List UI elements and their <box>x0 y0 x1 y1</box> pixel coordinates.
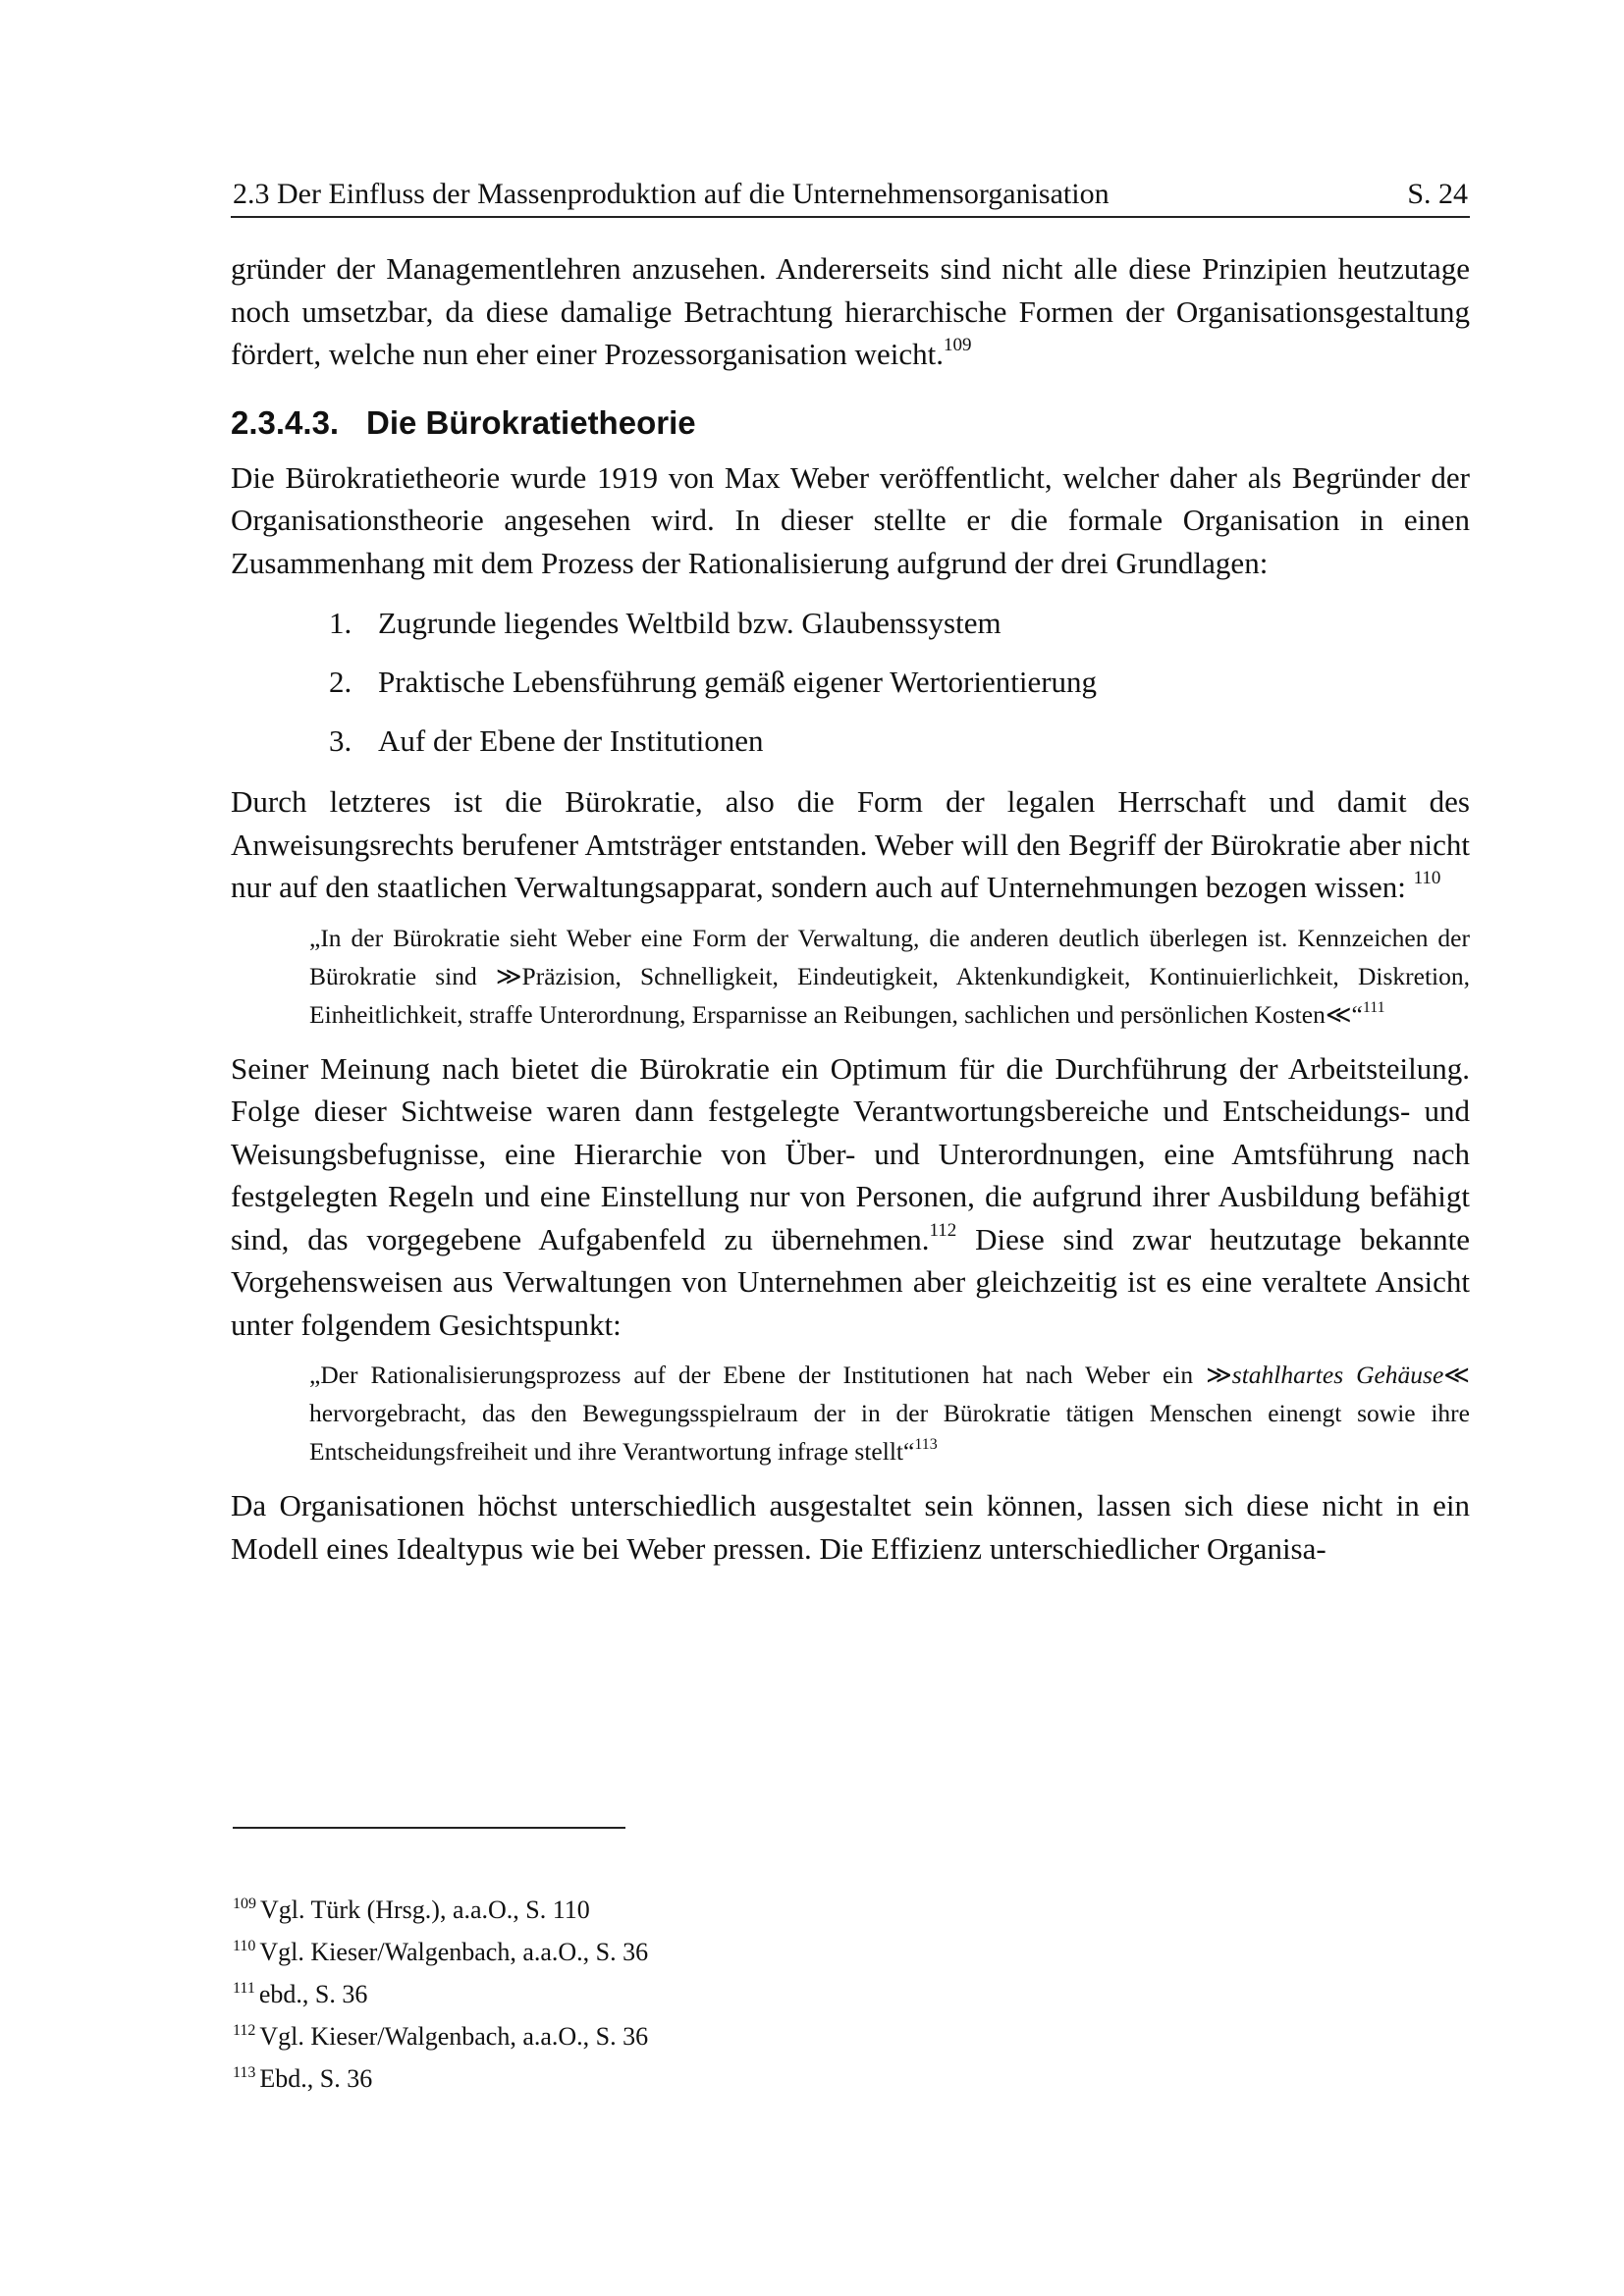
footnote-number: 112 <box>233 2022 256 2039</box>
footnote-item <box>233 1973 1215 2015</box>
numbered-list <box>231 594 1470 771</box>
section-title: Die Bürokratietheorie <box>366 403 696 441</box>
paragraph-1-text: gründer der Managementlehren anzusehen. Andererseits sind nicht alle diese Prinzipien heutzutage noch umsetzbar, da diese damalige Betrachtung hierarchische Formen der Organisationsgestaltung fördert, welche nun eher einer Prozessorganisation weicht. <box>231 251 1470 371</box>
footnote-item <box>233 2057 1215 2100</box>
footnote-separator <box>233 1827 625 1829</box>
quote-2-text-b: ≪ hervorgebracht, das den Bewegungsspielraum der in der Bürokratie tätigen Menschen einengt sowie ihre Entscheidungsfreiheit und ihre Verantwortung infrage stellt“ <box>309 1361 1470 1466</box>
running-header <box>231 173 1470 218</box>
footnote-number: 113 <box>233 2064 256 2081</box>
footnote-ref-113[interactable]: 113 <box>914 1436 938 1453</box>
list-item-number: 2. <box>329 665 352 699</box>
footnote-text: Vgl. Kieser/Walgenbach, a.a.O., S. 36 <box>259 2022 649 2051</box>
footnote-item <box>233 2015 1215 2057</box>
quote-1-text: „In der Bürokratie sieht Weber eine Form der Verwaltung, die anderen deutlich überlegen ist. Kennzeichen der Bürokratie sind ≫Präzision, Schnelligkeit, Eindeutigkeit, Aktenkundigkeit, Kontinuierlichkeit, Diskretion, Einheitlichkeit, straffe Unterordnung, Ersparnisse an Reibungen, sachlichen und persönlichen Kosten≪“ <box>309 923 1470 1029</box>
section-heading <box>231 403 1470 443</box>
list-item-text: Auf der Ebene der Institutionen <box>378 723 764 758</box>
list-item-text: Zugrunde liegendes Weltbild bzw. Glaubenssystem <box>378 606 1001 640</box>
footnote-item <box>233 1889 1215 1931</box>
body-text <box>231 247 1470 1579</box>
footnote-ref-110[interactable]: 110 <box>1413 868 1441 888</box>
paragraph-4-text-a: Seiner Meinung nach bietet die Bürokratie ein Optimum für die Durchführung der Arbeitsteilung. Folge dieser Sichtweise waren dann festgelegte Verantwortungsbereiche und Entscheidungs- und Weisungsbefugnisse, eine Hierarchie von Über- und Unterordnungen, eine Amtsführung nach festgelegten Regeln und eine Einstellung nur von Personen, die aufgrund ihrer Ausbildung befähigt sind, das vorgegebene Aufgabenfeld zu übernehmen. <box>231 1050 1470 1256</box>
paragraph-1 <box>231 247 1470 376</box>
list-item <box>231 653 1470 712</box>
footnotes <box>233 1889 1215 2100</box>
block-quote-1 <box>309 919 1470 1034</box>
footnote-ref-109[interactable]: 109 <box>943 335 972 355</box>
list-item-number: 3. <box>329 723 352 758</box>
footnote-item <box>233 1931 1215 1973</box>
header-chapter-title: 2.3 Der Einfluss der Massenproduktion auf die Unternehmensorganisation <box>233 178 1110 210</box>
list-item <box>231 712 1470 771</box>
paragraph-3-text: Durch letzteres ist die Bürokratie, also die Form der legalen Herrschaft und damit des Anweisungsrechts berufener Amtsträger entstanden. Weber will den Begriff der Bürokratie aber nicht nur auf den staatlichen Verwaltungsapparat, sondern auch auf Unternehmungen bezogen wissen: <box>231 784 1470 904</box>
list-item-number: 1. <box>329 606 352 640</box>
paragraph-2: Die Bürokratietheorie wurde 1919 von Max Weber veröffentlicht, welcher daher als Begründer der Organisationstheorie angesehen wird. In dieser stellte er die formale Organisation in einen Zusammenhang mit dem Prozess der Rationalisierung aufgrund der drei Grundlagen: <box>231 459 1470 580</box>
footnote-text: ebd., S. 36 <box>258 1980 368 2008</box>
footnote-text: Vgl. Kieser/Walgenbach, a.a.O., S. 36 <box>259 1938 649 1966</box>
footnote-ref-111[interactable]: 111 <box>1362 998 1385 1016</box>
paragraph-4 <box>231 1047 1470 1347</box>
quote-2-italic: stahlhartes Gehäuse <box>1231 1361 1444 1389</box>
paragraph-3 <box>231 780 1470 909</box>
footnote-number: 111 <box>233 1980 255 1997</box>
footnote-text: Vgl. Türk (Hrsg.), a.a.O., S. 110 <box>260 1896 590 1924</box>
footnote-number: 110 <box>233 1938 256 1954</box>
paragraph-5: Da Organisationen höchst unterschiedlich ausgestaltet sein können, lassen sich diese nicht in ein Modell eines Idealtypus wie bei Weber pressen. Die Effizienz unterschiedlicher Organisa- <box>231 1488 1470 1566</box>
footnote-ref-112[interactable]: 112 <box>929 1219 957 1241</box>
header-page-number: S. 24 <box>1407 178 1468 210</box>
footnote-number: 109 <box>233 1896 256 1912</box>
section-number: 2.3.4.3. <box>231 403 340 441</box>
quote-2-text-a: „Der Rationalisierungsprozess auf der Ebene der Institutionen hat nach Weber ein ≫ <box>309 1361 1232 1389</box>
paragraph-4-text-b: Diese sind zwar heutzutage bekannte Vorgehensweisen aus Verwaltungen von Unternehmen aber gleichzeitig ist es eine veraltete Ansicht unter folgendem Gesichtspunkt: <box>231 1221 1470 1342</box>
list-item <box>231 594 1470 653</box>
list-item-text: Praktische Lebensführung gemäß eigener Wertorientierung <box>378 665 1098 699</box>
block-quote-2 <box>309 1356 1470 1470</box>
footnote-text: Ebd., S. 36 <box>259 2064 373 2093</box>
